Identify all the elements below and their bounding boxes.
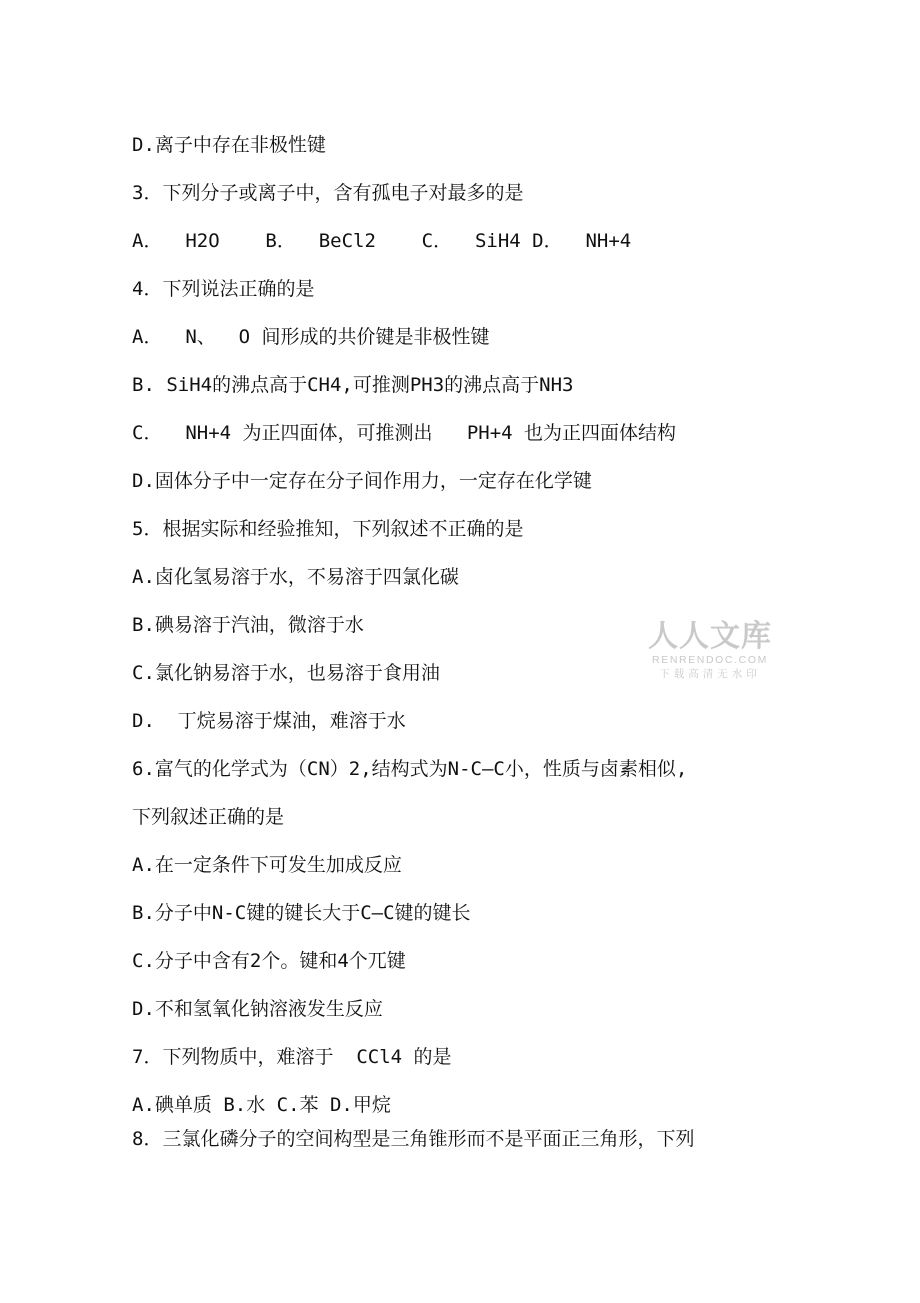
question-4: 4．下列说法正确的是: [132, 278, 315, 300]
question-3-options: A． H2O B． BeCl2 C． SiH4 D． NH+4: [132, 230, 632, 252]
question-6: 6.富气的化学式为（CN）2,结构式为N-C—C小，性质与卤素相似,: [132, 758, 688, 780]
watermark-url: RENRENDOC.COM: [652, 654, 768, 666]
text-line-1: D.离子中存在非极性键: [132, 134, 326, 156]
question-8: 8．三氯化磷分子的空间构型是三角锥形而不是平面正三角形，下列: [132, 1128, 695, 1150]
question-4-option-c: C． NH+4 为正四面体，可推测出 PH+4 也为正四面体结构: [132, 422, 677, 444]
question-5-option-a: A.卤化氢易溶于水，不易溶于四氯化碳: [132, 566, 459, 588]
question-3: 3．下列分子或离子中，含有孤电子对最多的是: [132, 182, 524, 204]
question-4-option-a: A． N、 O 间形成的共价键是非极性键: [132, 326, 490, 348]
question-5-option-b: B.碘易溶于汽油，微溶于水: [132, 614, 364, 636]
question-4-option-b: B. SiH4的沸点高于CH4,可推测PH3的沸点高于NH3: [132, 374, 574, 396]
question-7: 7．下列物质中，难溶于 CCl4 的是: [132, 1046, 452, 1068]
question-7-options: A.碘单质 B.水 C.苯 D.甲烷: [132, 1094, 391, 1116]
question-5: 5．根据实际和经验推知，下列叙述不正确的是: [132, 518, 524, 540]
question-5-option-d: D. 丁烷易溶于煤油，难溶于水: [132, 710, 406, 732]
question-6-option-d: D.不和氢氧化钠溶液发生反应: [132, 998, 383, 1020]
question-6-continued: 下列叙述正确的是: [132, 806, 285, 828]
question-6-option-b: B.分子中N-C键的键长大于C—C键的键长: [132, 902, 471, 924]
watermark: [645, 620, 775, 681]
question-4-option-d: D.固体分子中一定存在分子间作用力，一定存在化学键: [132, 470, 592, 492]
question-6-option-a: A.在一定条件下可发生加成反应: [132, 854, 402, 876]
question-5-option-c: C.氯化钠易溶于水，也易溶于食用油: [132, 662, 440, 684]
question-6-option-c: C.分子中含有2个。键和4个兀键: [132, 950, 406, 972]
watermark-subtitle: 下载高清无水印: [659, 668, 761, 680]
watermark-logo: 人人文库: [648, 619, 772, 654]
